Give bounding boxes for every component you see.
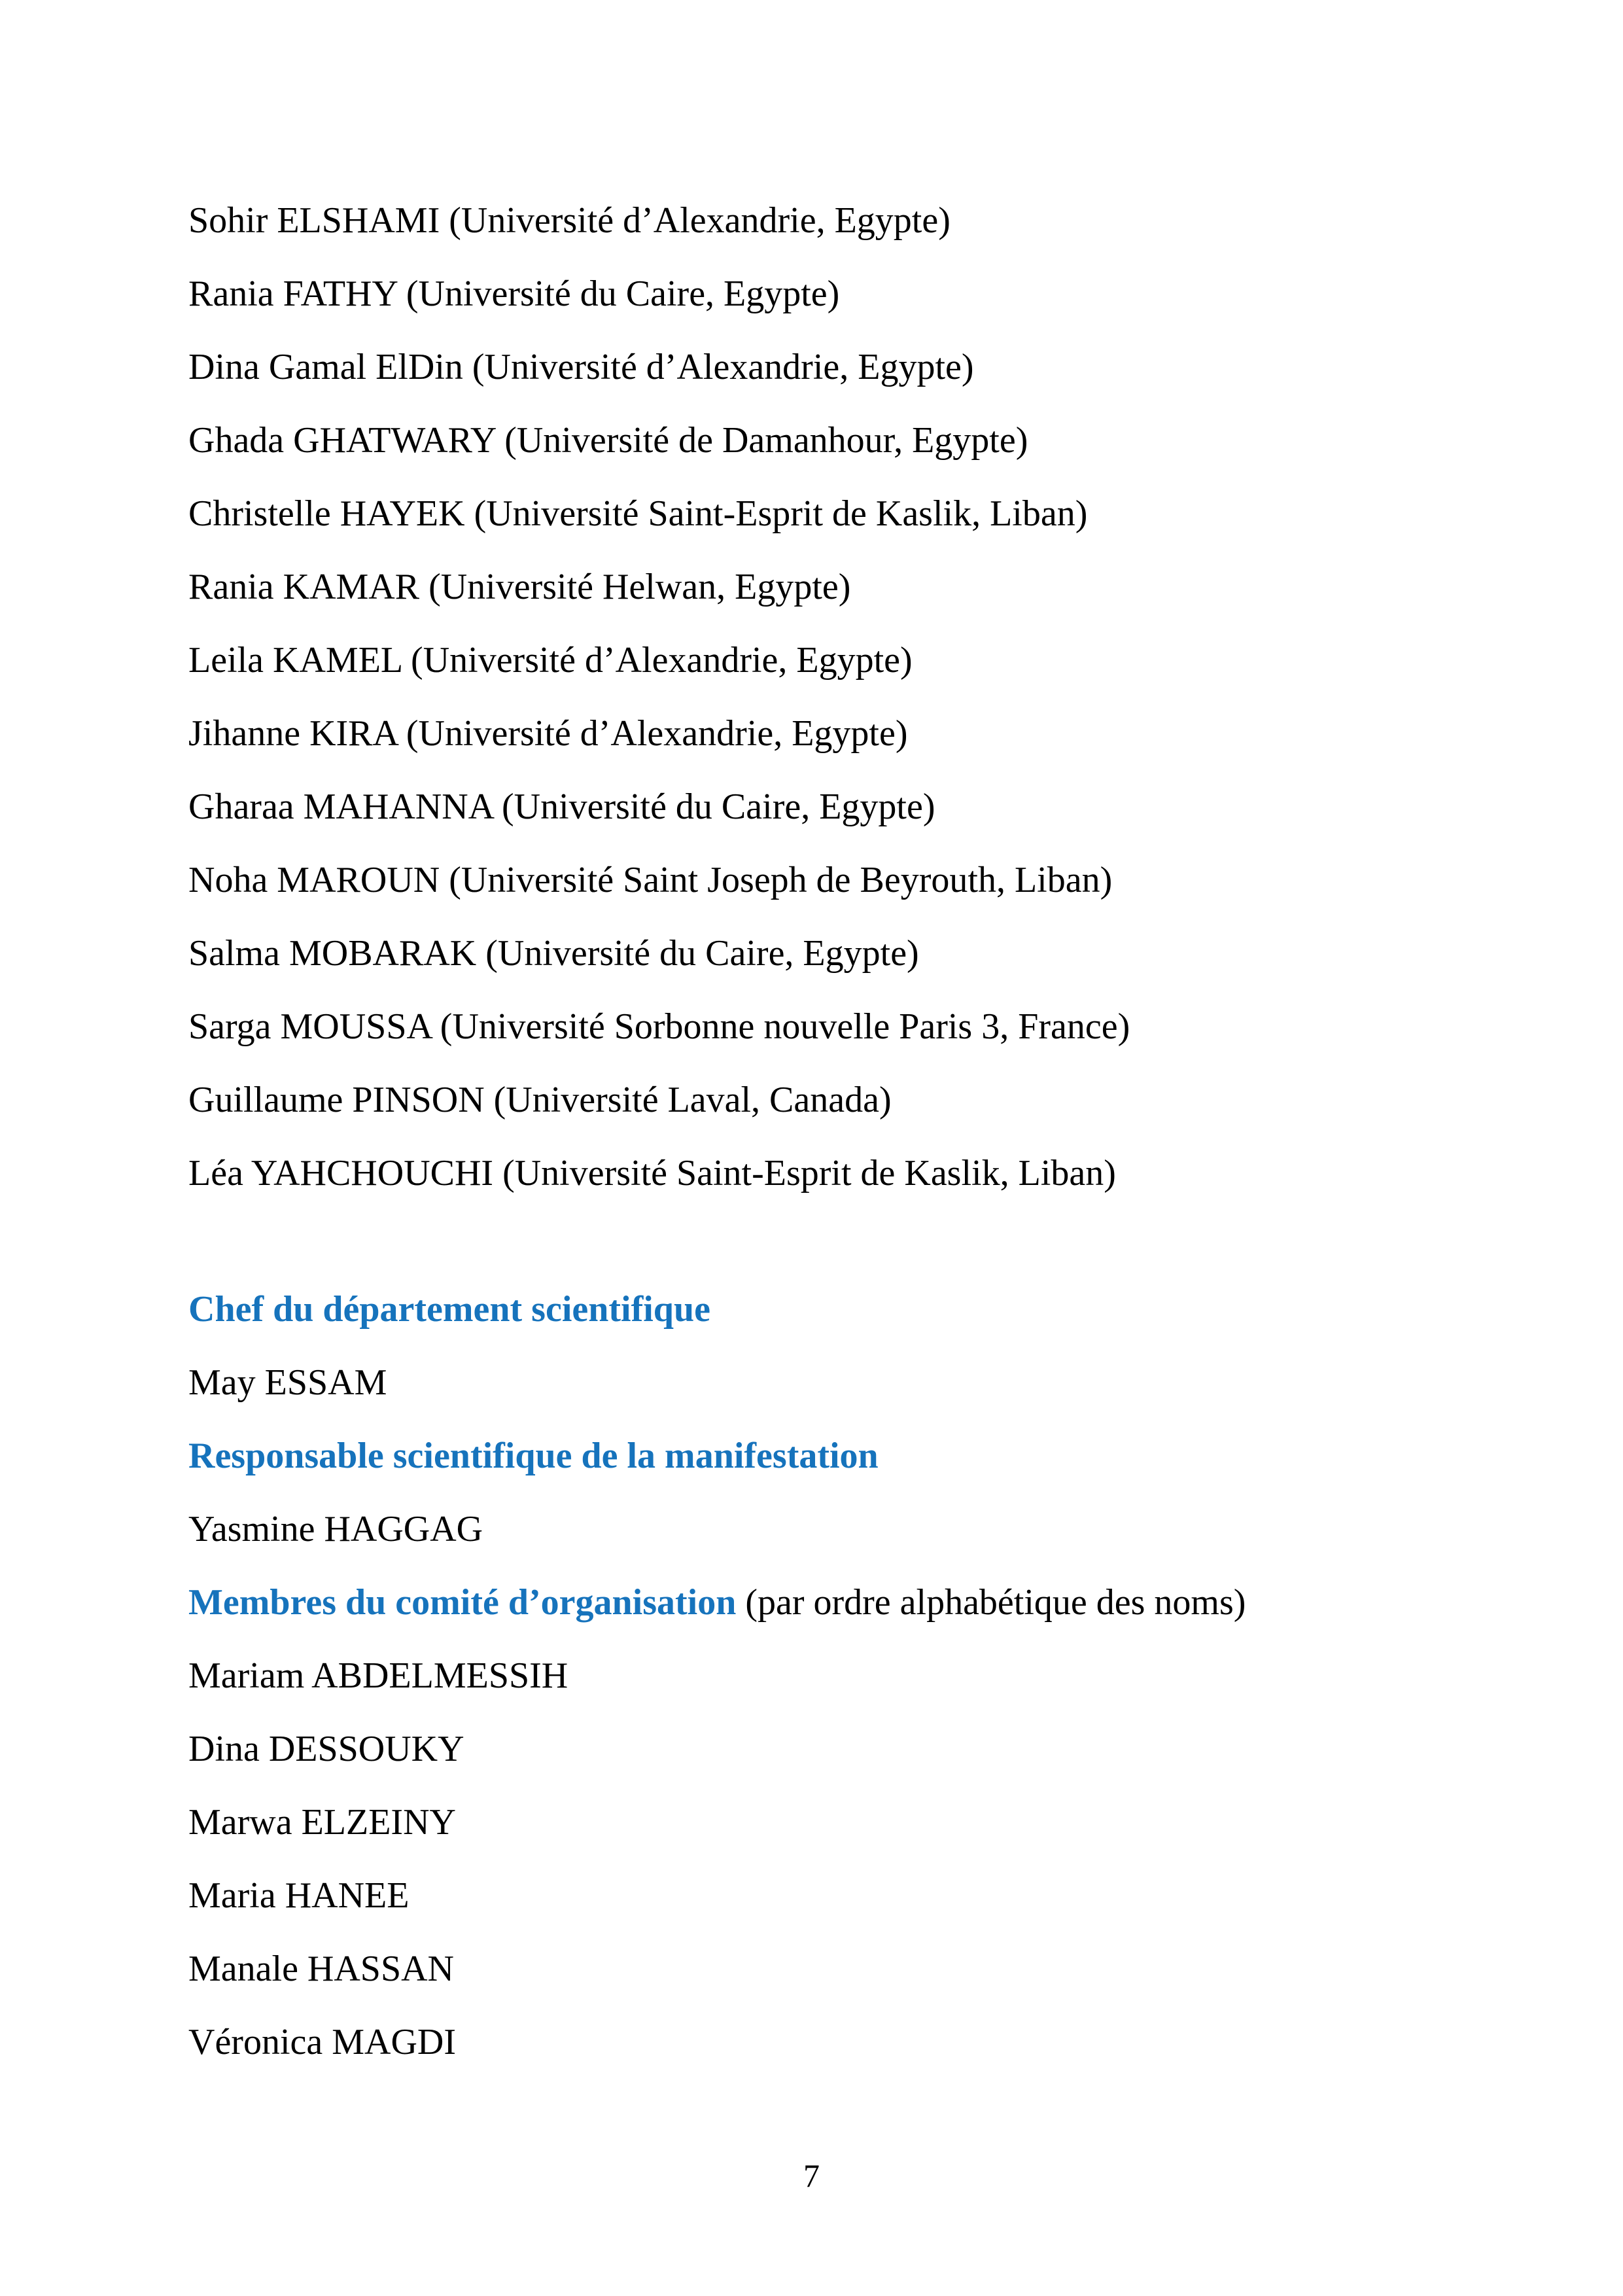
section-heading-organisation: Membres du comité d’organisation: [188, 1582, 737, 1623]
section-heading-chef-departement: Chef du département scientifique: [188, 1289, 710, 1330]
committee-member-line: Dina Gamal ElDin (Université d’Alexandrie, Egypte): [188, 347, 974, 387]
page-number: 7: [803, 2157, 820, 2194]
committee-member-line: Christelle HAYEK (Université Saint-Esprit de Kaslik, Liban): [188, 493, 1088, 534]
committee-member-line: Sohir ELSHAMI (Université d’Alexandrie, Egypte): [188, 200, 951, 241]
committee-member-line: Rania KAMAR (Université Helwan, Egypte): [188, 567, 851, 607]
committee-member-line: Noha MAROUN (Université Saint Joseph de Beyrouth, Liban): [188, 860, 1113, 900]
committee-member-line: Léa YAHCHOUCHI (Université Saint-Esprit de Kaslik, Liban): [188, 1153, 1116, 1193]
committee-member-line: Jihanne KIRA (Université d’Alexandrie, Egypte): [188, 713, 908, 754]
organisation-member-line: Véronica MAGDI: [188, 2022, 456, 2062]
organisation-member-line: Mariam ABDELMESSIH: [188, 1655, 568, 1696]
organisation-member-line: Maria HANEE: [188, 1875, 410, 1916]
organisation-heading-note: (par ordre alphabétique des noms): [736, 1582, 1246, 1623]
page-body: [188, 184, 1497, 2079]
committee-member-line: Salma MOBARAK (Université du Caire, Egypte): [188, 933, 919, 974]
committee-member-line: Gharaa MAHANNA (Université du Caire, Egypte): [188, 786, 935, 827]
responsable-scientifique-name: Yasmine HAGGAG: [188, 1509, 483, 1549]
chef-departement-name: May ESSAM: [188, 1362, 387, 1403]
organisation-member-line: Manale HASSAN: [188, 1949, 454, 1989]
section-gap: [188, 1210, 1497, 1273]
committee-member-line: Sarga MOUSSA (Université Sorbonne nouvelle Paris 3, France): [188, 1006, 1130, 1047]
committee-member-line: Leila KAMEL (Université d’Alexandrie, Egypte): [188, 640, 913, 680]
committee-member-line: Rania FATHY (Université du Caire, Egypte): [188, 274, 840, 314]
organisation-member-line: Dina DESSOUKY: [188, 1729, 464, 1769]
committee-member-line: Ghada GHATWARY (Université de Damanhour, Egypte): [188, 420, 1028, 461]
organisation-member-line: Marwa ELZEINY: [188, 1802, 456, 1843]
committee-member-line: Guillaume PINSON (Université Laval, Canada): [188, 1080, 892, 1120]
section-heading-organisation-line: [188, 1566, 1497, 1639]
section-heading-responsable-scientifique: Responsable scientifique de la manifestation: [188, 1436, 879, 1476]
